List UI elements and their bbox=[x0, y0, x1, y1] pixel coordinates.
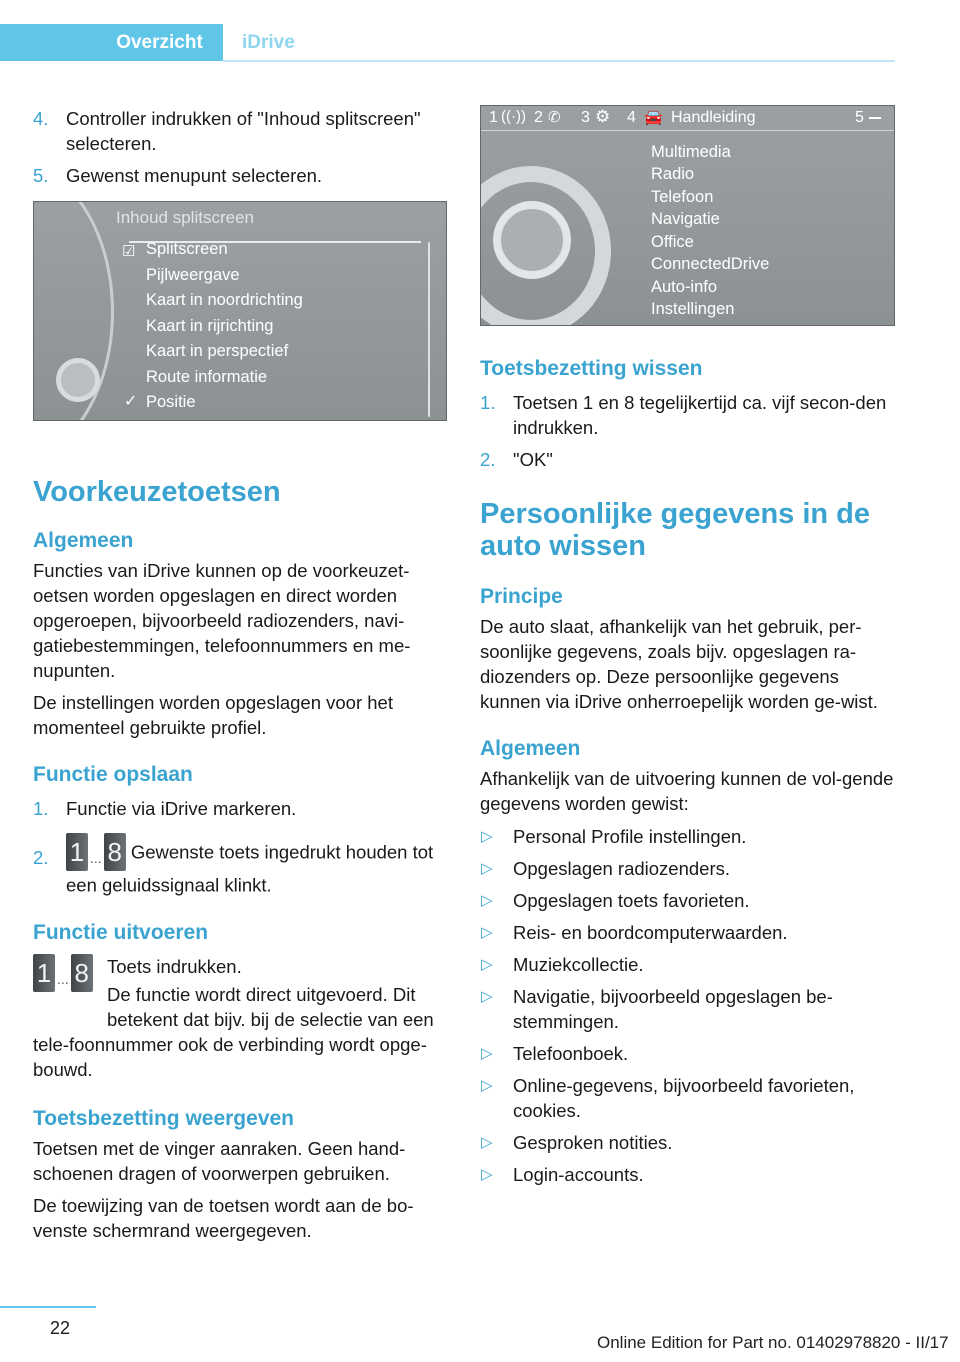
step-number: 2. bbox=[33, 847, 49, 868]
step-4 bbox=[33, 106, 448, 156]
subheading-toetsbezetting-weergeven: Toetsbezetting weergeven bbox=[33, 1106, 295, 1130]
header-accent-bar bbox=[0, 24, 96, 61]
check-square-icon: ☑ bbox=[122, 243, 136, 260]
screen-main-menu bbox=[480, 105, 895, 326]
top-preset-1[interactable]: 1 bbox=[489, 109, 498, 126]
subheading-functie-uitvoeren: Functie uitvoeren bbox=[33, 920, 209, 944]
paragraph: De functie wordt direct uitgevoerd. Dit betekent dat bijv. bij de selectie van een tele‐foonnummer ook de verbinding wordt opge‐bouwd. bbox=[33, 983, 434, 1080]
step-text: Gewenste toets ingedrukt houden tot een geluidssignaal klinkt. bbox=[66, 841, 434, 896]
menu-item-splitscreen[interactable]: Splitscreen bbox=[146, 240, 228, 258]
subheading-toetsbezetting-wissen: Toetsbezetting wissen bbox=[480, 357, 703, 380]
step-number: 2. bbox=[480, 449, 496, 470]
step-text: Gewenst menupunt selecteren. bbox=[66, 165, 323, 186]
checkmark-icon: ✓ bbox=[124, 393, 138, 410]
ellipsis: ... bbox=[57, 970, 69, 987]
paragraph: Toetsen met de vinger aanraken. Geen hand‐schoenen dragen of voorwerpen gebruiken. bbox=[33, 1137, 406, 1184]
gear-icon: ⚙ bbox=[595, 107, 611, 126]
top-preset-3[interactable]: 3 bbox=[581, 109, 590, 126]
screen-inhoud-splitscreen bbox=[33, 201, 447, 421]
triangle-bullet-icon: ▷ bbox=[481, 828, 493, 845]
menu-item-rijrichting[interactable]: Kaart in rijrichting bbox=[146, 317, 274, 335]
step-number: 1. bbox=[33, 798, 49, 819]
list-item-text: Online-gegevens, bijvoorbeeld favorieten, cookies. bbox=[513, 1075, 855, 1121]
dash-icon bbox=[869, 117, 881, 119]
subheading-algemeen: Algemeen bbox=[480, 737, 581, 760]
preset-key-8-icon: 8 bbox=[104, 833, 126, 871]
car-icon: 🚘 bbox=[644, 109, 663, 126]
header-tab-idrive[interactable]: iDrive bbox=[242, 32, 295, 53]
radio-icon: ((·)) bbox=[501, 108, 526, 125]
top-preset-2[interactable]: 2 bbox=[534, 109, 543, 126]
paragraph: De toewijzing van de toetsen wordt aan de bo‐venste schermrand weergegeven. bbox=[33, 1194, 414, 1241]
triangle-bullet-icon: ▷ bbox=[481, 1045, 493, 1062]
menu-item-office[interactable]: Office bbox=[651, 233, 694, 251]
paragraph: De instellingen worden opgeslagen voor het momenteel gebruikte profiel. bbox=[33, 692, 393, 738]
menu-item-noordrichting[interactable]: Kaart in noordrichting bbox=[146, 291, 303, 309]
preset-keys-icon bbox=[33, 954, 103, 1018]
paragraph: Afhankelijk van de uitvoering kunnen de vol‐gende gegevens worden gewist: bbox=[480, 768, 894, 814]
preset-key-8-icon: 8 bbox=[71, 954, 93, 992]
list-item bbox=[480, 1162, 900, 1187]
step-text: Controller indrukken of "Inhoud splitscreen" selecteren. bbox=[66, 108, 421, 154]
list-item bbox=[480, 920, 900, 945]
menu-item-connecteddrive[interactable]: ConnectedDrive bbox=[651, 255, 770, 273]
list-item-text: Navigatie, bijvoorbeeld opgeslagen be‐stemmingen. bbox=[513, 986, 833, 1032]
paragraph: De auto slaat, afhankelijk van het gebruik, per‐soonlijke gegevens, zoals bijv. opgeslagen ra‐diozenders op. Deze persoonlijke gegevens kunnen via iDrive onherroepelijk worden ge‐wist. bbox=[480, 616, 878, 712]
menu-item-multimedia[interactable]: Multimedia bbox=[651, 143, 731, 161]
list-item-text: Telefoonboek. bbox=[513, 1043, 629, 1064]
list-item-text: Opgeslagen toets favorieten. bbox=[513, 890, 750, 911]
list-item-text: Reis- en boordcomputerwaarden. bbox=[513, 922, 788, 943]
step-number: 4. bbox=[33, 108, 49, 129]
left-body bbox=[33, 476, 453, 1250]
screen-title: Inhoud splitscreen bbox=[116, 208, 254, 227]
triangle-bullet-icon: ▷ bbox=[481, 860, 493, 877]
list-item-text: Opgeslagen radiozenders. bbox=[513, 858, 731, 879]
menu-item-pijlweergave[interactable]: Pijlweergave bbox=[146, 266, 240, 284]
list-item-text: Muziekcollectie. bbox=[513, 954, 644, 975]
menu-item-route-informatie[interactable]: Route informatie bbox=[146, 368, 268, 386]
triangle-bullet-icon: ▷ bbox=[481, 924, 493, 941]
top-preset-5[interactable]: 5 bbox=[855, 109, 864, 126]
step-number: 5. bbox=[33, 165, 49, 186]
menu-item-perspectief[interactable]: Kaart in perspectief bbox=[146, 342, 289, 360]
menu-item-navigatie[interactable]: Navigatie bbox=[651, 210, 720, 228]
wissen-step-2 bbox=[480, 447, 900, 472]
scroll-arc bbox=[428, 242, 430, 417]
page-number: 22 bbox=[50, 1318, 71, 1338]
preset-key-1-icon: 1 bbox=[33, 954, 55, 992]
menu-item-instellingen[interactable]: Instellingen bbox=[651, 300, 735, 318]
list-item bbox=[480, 1073, 900, 1123]
menu-item-telefoon[interactable]: Telefoon bbox=[651, 188, 714, 206]
paragraph: Functies van iDrive kunnen op de voorkeuzet‐oetsen worden opgeslagen en direct worden opgeroepen, bijvoorbeeld radiozenders, navi‐gatiebestemmingen, telefoonnummers en me‐nupunten. bbox=[33, 560, 411, 681]
bullet-list bbox=[480, 824, 900, 1187]
left-steps-top bbox=[33, 106, 448, 195]
triangle-bullet-icon: ▷ bbox=[481, 1166, 493, 1183]
wissen-step-1 bbox=[480, 390, 900, 440]
heading-persoonlijke-gegevens: Persoonlijke gegevens in de auto wissen bbox=[480, 498, 871, 562]
triangle-bullet-icon: ▷ bbox=[481, 956, 493, 973]
step-number: 1. bbox=[480, 392, 496, 413]
triangle-bullet-icon: ▷ bbox=[481, 1077, 493, 1094]
menu-item-positie[interactable]: Positie bbox=[146, 393, 196, 411]
controller-knob-icon bbox=[493, 201, 571, 279]
phone-icon: ✆ bbox=[548, 109, 561, 126]
menu-item-radio[interactable]: Radio bbox=[651, 165, 695, 183]
top-title-handleiding[interactable]: Handleiding bbox=[671, 109, 756, 126]
heading-voorkeuzetoetsen: Voorkeuzetoetsen bbox=[33, 476, 281, 508]
list-item bbox=[480, 984, 900, 1034]
preset-key-1-icon: 1 bbox=[66, 833, 88, 871]
list-item bbox=[480, 856, 900, 881]
list-item bbox=[480, 1130, 900, 1155]
paragraph: Toets indrukken. bbox=[107, 955, 242, 977]
top-preset-4[interactable]: 4 bbox=[627, 109, 636, 126]
edition-text: Online Edition for Part no. 01402978820 - II/17 bbox=[597, 1333, 949, 1352]
list-item bbox=[480, 952, 900, 977]
opslaan-step-2 bbox=[33, 833, 453, 898]
triangle-bullet-icon: ▷ bbox=[481, 988, 493, 1005]
step-5 bbox=[33, 163, 448, 188]
subheading-functie-opslaan: Functie opslaan bbox=[33, 763, 193, 786]
step-text: Functie via iDrive markeren. bbox=[66, 798, 297, 819]
header-tab-overzicht[interactable]: Overzicht bbox=[96, 24, 223, 61]
right-body bbox=[480, 356, 900, 1194]
list-item bbox=[480, 824, 900, 849]
opslaan-step-1 bbox=[33, 796, 453, 821]
step-text: Toetsen 1 en 8 tegelijkertijd ca. vijf secon‐den indrukken. bbox=[513, 392, 887, 438]
step-text: "OK" bbox=[513, 449, 553, 470]
header-rule bbox=[223, 60, 895, 62]
controller-knob-icon bbox=[56, 358, 100, 402]
list-item bbox=[480, 1041, 900, 1066]
list-item bbox=[480, 888, 900, 913]
triangle-bullet-icon: ▷ bbox=[481, 892, 493, 909]
footer-rule bbox=[0, 1306, 96, 1308]
subheading-algemeen: Algemeen bbox=[33, 529, 134, 552]
subheading-principe: Principe bbox=[480, 585, 563, 608]
menu-item-auto-info[interactable]: Auto-info bbox=[651, 278, 718, 296]
list-item-text: Gesproken notities. bbox=[513, 1132, 673, 1153]
list-item-text: Login-accounts. bbox=[513, 1164, 644, 1185]
ellipsis: ... bbox=[90, 850, 102, 866]
triangle-bullet-icon: ▷ bbox=[481, 1134, 493, 1151]
list-item-text: Personal Profile instellingen. bbox=[513, 826, 747, 847]
